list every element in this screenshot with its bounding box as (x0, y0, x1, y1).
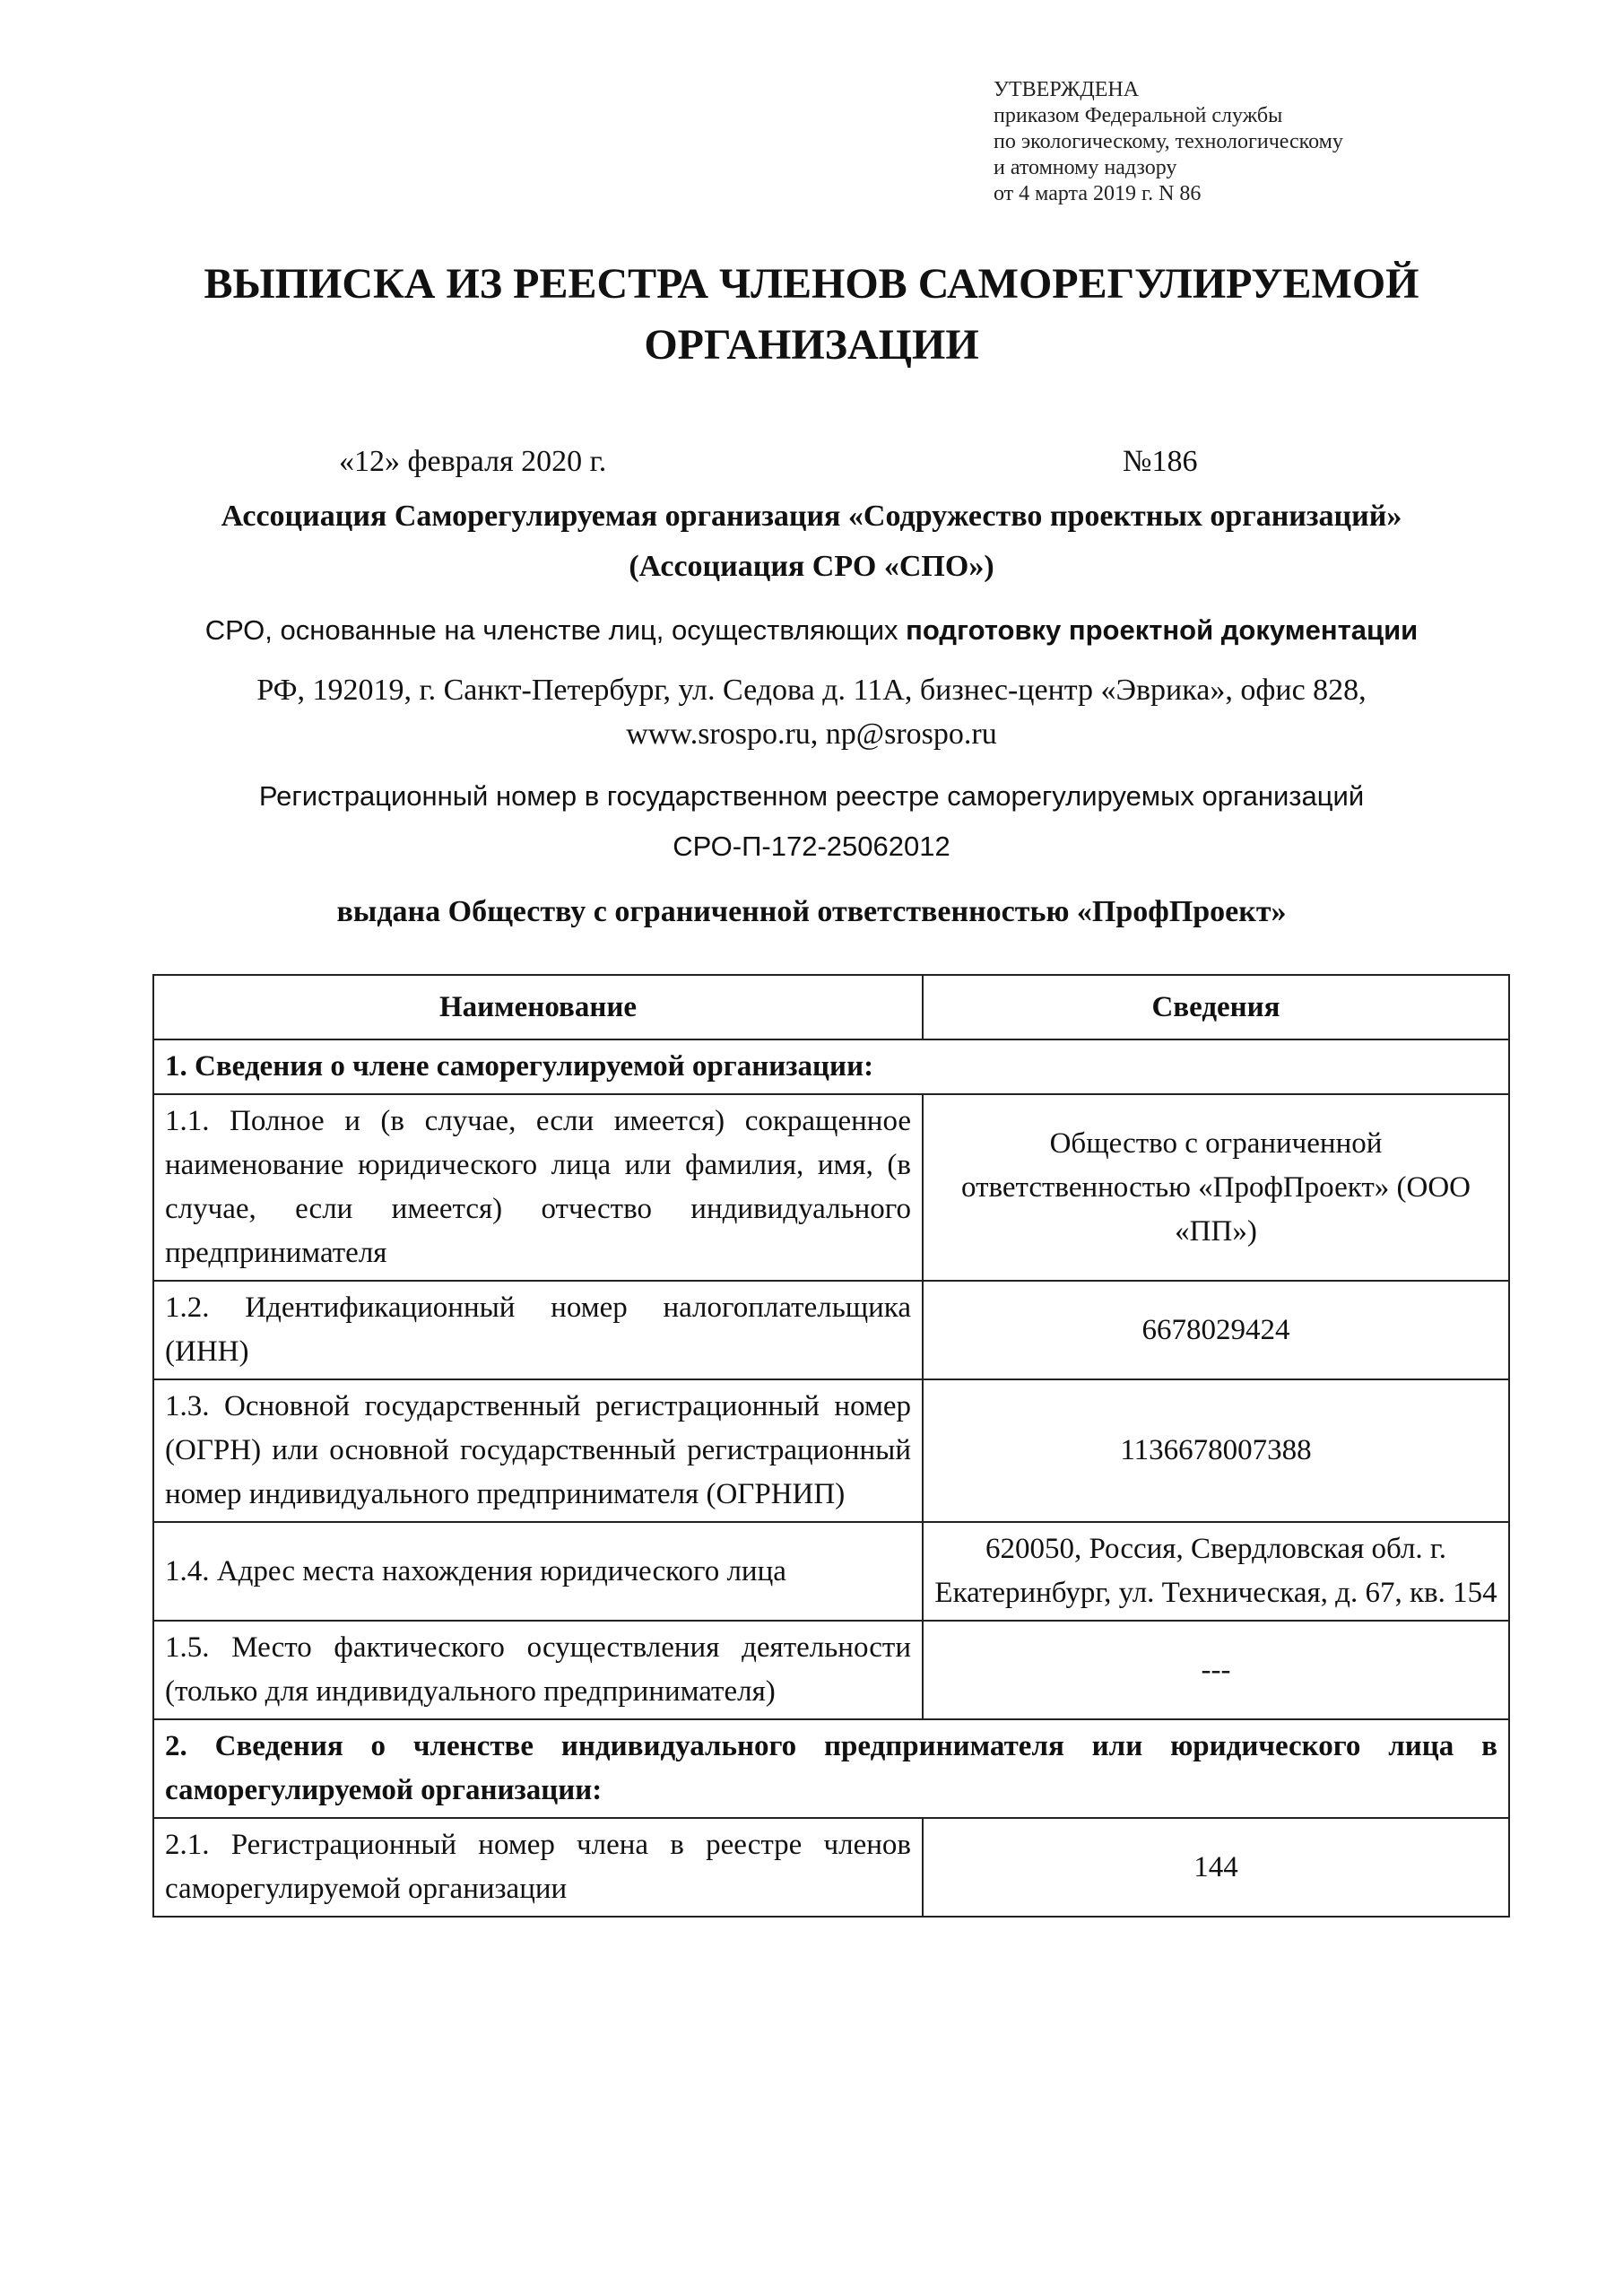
org-address: РФ, 192019, г. Санкт-Петербург, ул. Седова д. 11А, бизнес-центр «Эврика», офис 828, (256, 674, 1367, 707)
header-value: Сведения (923, 975, 1509, 1039)
section-row (153, 1719, 1509, 1818)
row-name: 2.1. Регистрационный номер члена в реестре членов саморегулируемой организации (153, 1818, 923, 1917)
table-row (153, 1094, 1509, 1281)
table-row (153, 1818, 1509, 1917)
issued-to: выдана Обществу с ограниченной ответственностью «ПрофПроект» (336, 895, 1287, 928)
org-contacts: www.srospo.ru, np@srospo.ru (626, 718, 997, 751)
row-value: 144 (923, 1818, 1509, 1917)
row-name: 1.3. Основной государственный регистрационный номер (ОГРН) или основной государственный регистрационный номер индивидуального предпринимателя (ОГРНИП) (153, 1379, 923, 1522)
row-name: 1.1. Полное и (в случае, если имеется) сокращенное наименование юридического лица или фамилия, имя, (в случае, если имеется) отчество индивидуального предпринимателя (153, 1094, 923, 1281)
org-short-name: (Ассоциация СРО «СПО») (629, 550, 994, 583)
row-name: 1.5. Место фактического осуществления деятельности (только для индивидуального предпринимателя) (153, 1621, 923, 1719)
row-value: 6678029424 (923, 1281, 1509, 1379)
title-line: ВЫПИСКА ИЗ РЕЕСТРА ЧЛЕНОВ САМОРЕГУЛИРУЕМОЙ (204, 260, 1419, 308)
row-value: Общество с ограниченной ответственностью «ПрофПроект» (ООО «ПП») (923, 1094, 1509, 1281)
table-row (153, 1621, 1509, 1719)
registry-label: Регистрационный номер в государственном реестре саморегулируемых организаций (258, 780, 1365, 812)
approval-line: по экологическому, технологическому (994, 130, 1343, 153)
row-name: 1.4. Адрес места нахождения юридического лица (153, 1522, 923, 1621)
row-name: 1.2. Идентификационный номер налогоплательщика (ИНН) (153, 1281, 923, 1379)
row-value: --- (923, 1621, 1509, 1719)
approval-stamp (994, 77, 1343, 207)
table-row (153, 1281, 1509, 1379)
issue-date: «12» февраля 2020 г. (339, 445, 607, 478)
section-1-title: 1. Сведения о члене саморегулируемой организации: (153, 1039, 1509, 1094)
title-line: ОРГАНИЗАЦИИ (644, 321, 979, 369)
header-name: Наименование (153, 975, 923, 1039)
org-type-text: СРО, основанные на членстве лиц, осуществляющих (204, 614, 907, 646)
org-name: Ассоциация Саморегулируемая организация «Содружество проектных организаций» (221, 500, 1402, 533)
registry-table (152, 974, 1510, 1918)
approval-line: УТВЕРЖДЕНА (994, 78, 1140, 101)
org-type-activity: подготовку проектной документации (906, 614, 1419, 646)
registry-number: СРО-П-172-25062012 (673, 831, 950, 862)
table-row (153, 1379, 1509, 1522)
table-header-row (153, 975, 1509, 1039)
document-title (0, 254, 1623, 376)
section-row (153, 1039, 1509, 1094)
section-2-title: 2. Сведения о членстве индивидуального предпринимателя или юридического лица в саморегулируемой организации: (153, 1719, 1509, 1818)
row-value: 620050, Россия, Свердловская обл. г. Екатеринбург, ул. Техническая, д. 67, кв. 154 (923, 1522, 1509, 1621)
approval-line: от 4 марта 2019 г. N 86 (994, 182, 1202, 205)
table-row (153, 1522, 1509, 1621)
approval-line: и атомному надзору (994, 156, 1177, 179)
approval-line: приказом Федеральной службы (994, 104, 1283, 127)
row-value: 1136678007388 (923, 1379, 1509, 1522)
extract-number: №186 (1123, 445, 1198, 478)
org-type (0, 613, 1623, 648)
